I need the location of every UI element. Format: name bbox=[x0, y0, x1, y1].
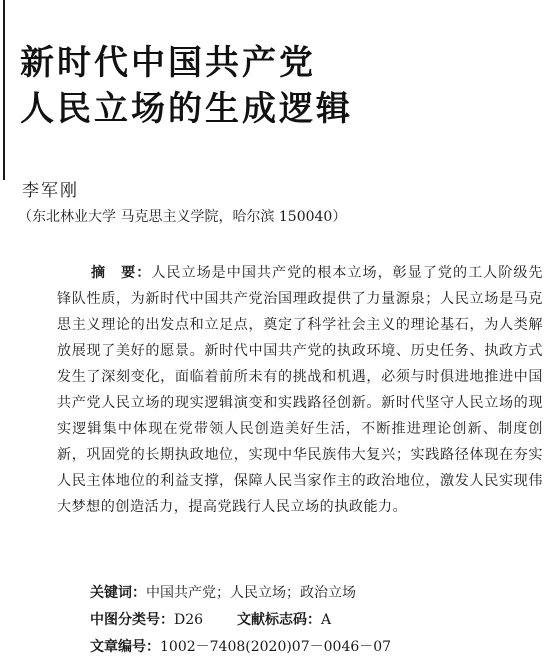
keywords-line bbox=[90, 582, 356, 602]
keywords-label: 关键词： bbox=[90, 585, 146, 601]
author-affiliation: （东北林业大学 马克思主义学院，哈尔滨 150040） bbox=[18, 209, 347, 225]
title-line-2: 人民立场的生成逻辑 bbox=[20, 89, 353, 129]
article-no-value: 1002－7408(2020)07－0046－07 bbox=[160, 639, 392, 655]
article-number-line bbox=[90, 636, 391, 656]
clc-value: D26 bbox=[174, 612, 204, 628]
left-margin-rule bbox=[3, 0, 5, 180]
clc-label: 中图分类号： bbox=[90, 612, 174, 628]
author-name: 李军刚 bbox=[22, 181, 79, 201]
doc-code-value: A bbox=[321, 612, 332, 628]
classification-line bbox=[90, 609, 331, 629]
doc-code-label: 文献标志码： bbox=[237, 612, 322, 628]
article-no-label: 文章编号： bbox=[90, 639, 160, 655]
paper-title bbox=[20, 40, 353, 132]
keywords-text: 中国共产党；人民立场；政治立场 bbox=[146, 585, 356, 601]
abstract-text: 人民立场是中国共产党的根本立场，彰显了党的工人阶级先锋队性质，为新时代中国共产党治国理政提供了力量源泉；人民立场是马克思主义理论的出发点和立足点，奠定了科学社会主义的理论基石，为人类解放展现了美好的愿景。新时代中国共产党的执政环境、历史任务、执政方式发生了深刻变化，面临着前所未有的挑战和机遇，必须与时俱进地推进中国共产党人民立场的现实逻辑演变和实践路径创新。新时代坚守人民立场的现实逻辑集中体现在党带领人民创造美好生活，不断推进理论创新、制度创新，巩固党的长期执政地位，实现中华民族伟大复兴；实践路径体现在夯实人民主体地位的利益支撑，保障人民当家作主的政治地位，激发人民实现伟大梦想的创造活力，提高党践行人民立场的执政能力。 bbox=[57, 265, 544, 515]
title-line-1: 新时代中国共产党 bbox=[20, 43, 316, 83]
abstract-paragraph bbox=[57, 260, 543, 520]
abstract-label: 摘 要： bbox=[91, 265, 152, 281]
